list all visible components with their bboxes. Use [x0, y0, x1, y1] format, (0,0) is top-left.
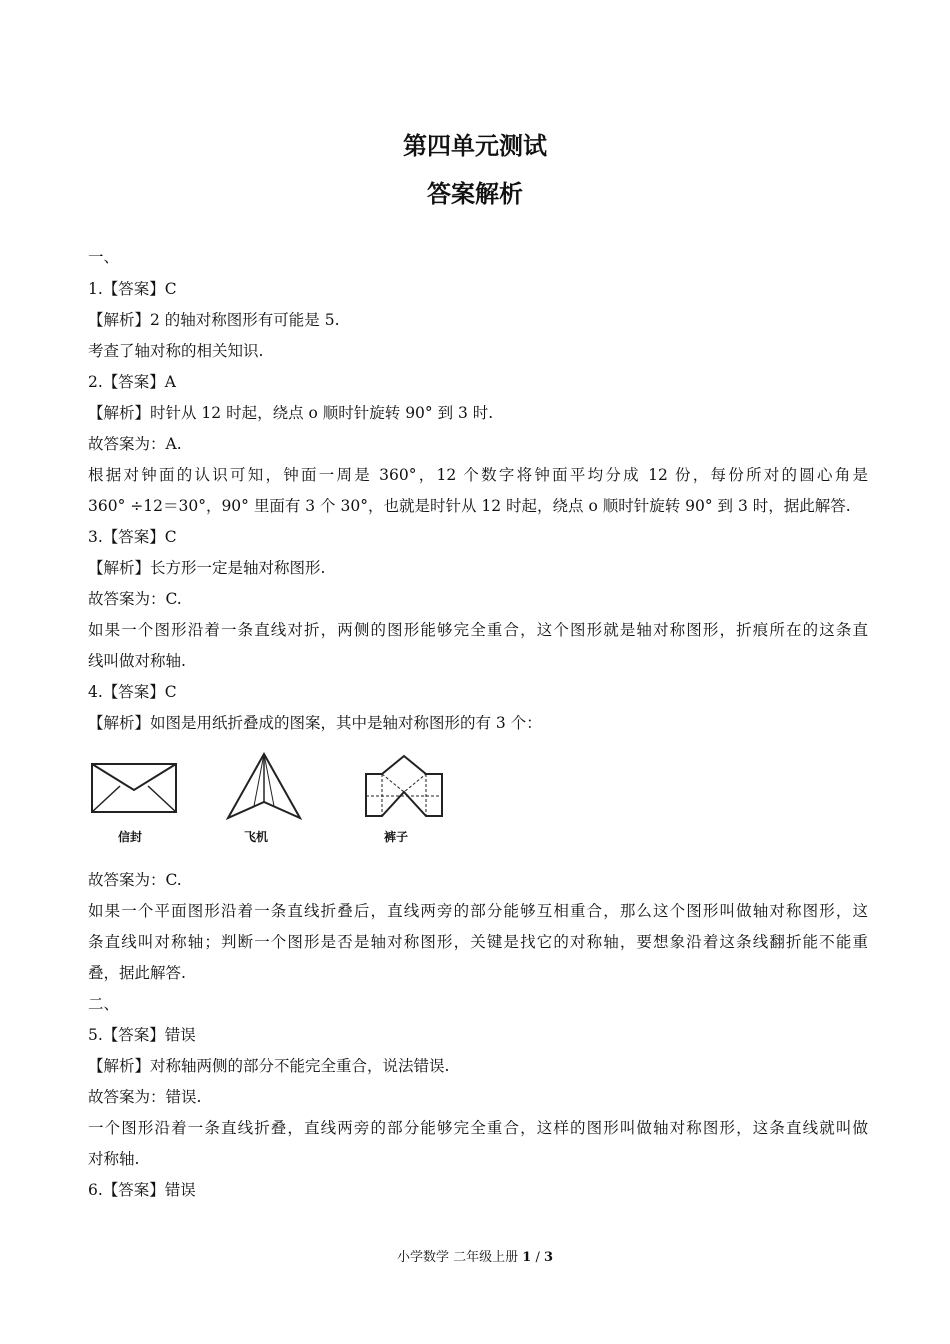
result-3: 故答案为：C.: [88, 590, 182, 608]
answer-4: 4.【答案】C: [88, 683, 177, 701]
page-subtitle: 答案解析: [427, 180, 523, 208]
pants-figure: [364, 752, 444, 824]
note-4a: 如果一个平面图形沿着一条直线折叠后，直线两旁的部分能够互相重合，那么这个图形叫做轴对称图形，这: [88, 902, 868, 920]
note-5b: 对称轴.: [88, 1150, 140, 1168]
note-2a: 根据对钟面的认识可知，钟面一周是 360°，12 个数字将钟面平均分成 12 份，每份所对的圆心角是: [88, 466, 868, 484]
section-two-heading: 二、: [88, 995, 120, 1013]
note-1: 考查了轴对称的相关知识.: [88, 342, 264, 360]
footer-text: 小学数学 二年级上册: [396, 1250, 519, 1265]
answer-2: 2.【答案】A: [88, 373, 176, 391]
section-one-heading: 一、: [88, 248, 120, 266]
note-3a: 如果一个图形沿着一条直线对折，两侧的图形能够完全重合，这个图形就是轴对称图形，折痕所在的这条直: [88, 621, 868, 639]
answer-3: 3.【答案】C: [88, 528, 177, 546]
footer-separator: /: [535, 1250, 540, 1265]
analysis-4: 【解析】如图是用纸折叠成的图案，其中是轴对称图形的有 3 个：: [88, 714, 542, 732]
analysis-3: 【解析】长方形一定是轴对称图形.: [88, 559, 326, 577]
footer-page-total: 3: [543, 1250, 554, 1265]
analysis-2: 【解析】时针从 12 时起，绕点 o 顺时针旋转 90° 到 3 时.: [88, 404, 494, 422]
plane-caption: 飞机: [244, 830, 269, 844]
page-footer: [0, 1246, 950, 1265]
answer-5: 5.【答案】错误: [88, 1026, 196, 1044]
envelope-caption: 信封: [118, 830, 143, 844]
plane-figure: [224, 752, 304, 824]
result-5: 故答案为：错误.: [88, 1088, 202, 1106]
note-4c: 叠，据此解答.: [88, 964, 186, 982]
pants-caption: 裤子: [384, 830, 409, 844]
folded-paper-figures: [88, 752, 468, 852]
envelope-figure: [90, 752, 180, 822]
note-4b: 条直线叫对称轴；判断一个图形是否是轴对称图形，关键是找它的对称轴，要想象沿着这条线翻折能不能重: [88, 933, 868, 951]
answer-1: 1.【答案】C: [88, 280, 177, 298]
analysis-5: 【解析】对称轴两侧的部分不能完全重合，说法错误.: [88, 1057, 450, 1075]
analysis-1: 【解析】2 的轴对称图形有可能是 5.: [88, 311, 340, 329]
note-3b: 线叫做对称轴.: [88, 652, 186, 670]
result-4: 故答案为：C.: [88, 871, 182, 889]
note-2b: 360° ÷12＝30°，90° 里面有 3 个 30°，也就是时针从 12 时起，绕点 o 顺时针旋转 90° 到 3 时，据此解答.: [88, 497, 851, 515]
answer-6: 6.【答案】错误: [88, 1181, 196, 1199]
note-5a: 一个图形沿着一条直线折叠，直线两旁的部分能够完全重合，这样的图形叫做轴对称图形，这条直线就叫做: [88, 1119, 868, 1137]
page-title: 第四单元测试: [403, 132, 547, 160]
result-2: 故答案为：A.: [88, 435, 182, 453]
footer-page-number: 1: [522, 1250, 532, 1265]
